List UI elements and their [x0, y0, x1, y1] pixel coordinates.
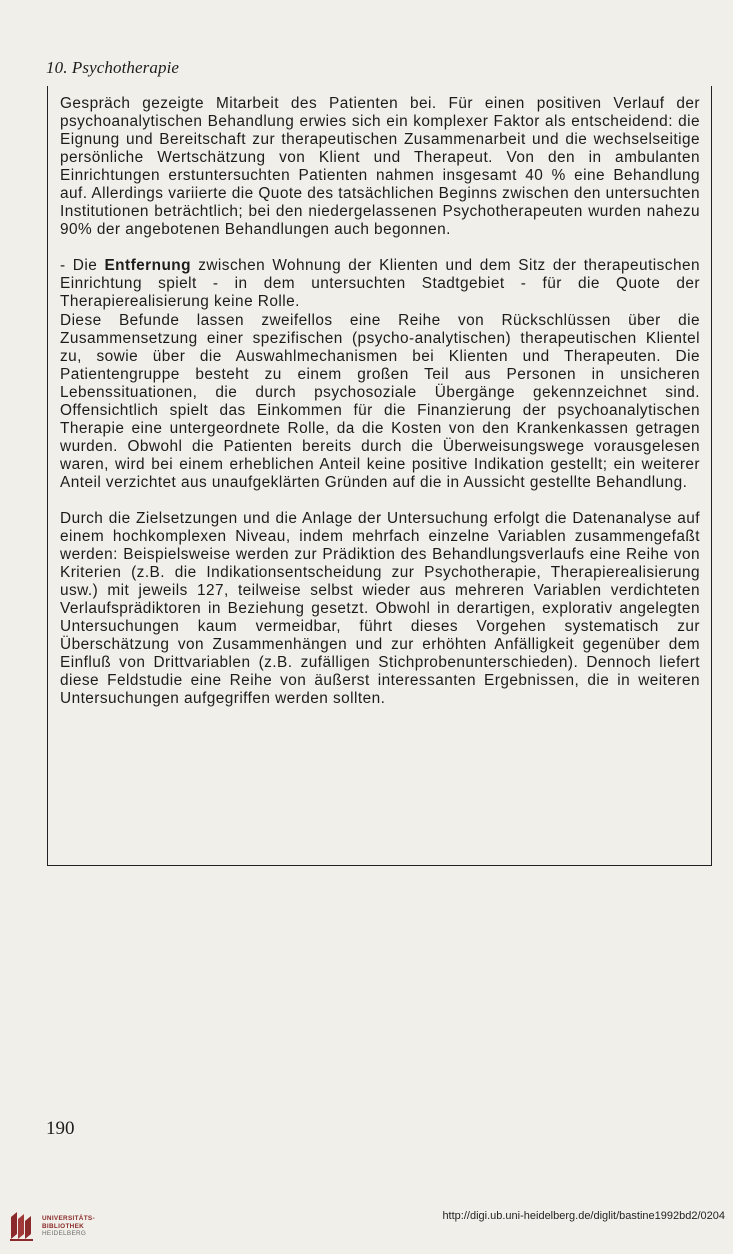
paragraph-distance — [60, 257, 700, 311]
paragraph-data-analysis: Durch die Zielsetzungen und die Anlage der Untersuchung erfolgt die Datenanalyse auf einem hochkomplexen Niveau, indem mehrfach einzelne Variablen zusammengefaßt werden: Beispielsweise werden zur Prädiktion des Behandlungsverlaufs eine Reihe von Kriterien (z.B. die Indikationsentscheidung zur Psychotherapie, Therapierealisierung usw.) mit jeweils 127, teilweise selbst wieder aus mehreren Variablen verdichteten Verlaufsprädiktoren in Beziehung gesetzt. Obwohl in derartigen, explorativ angelegten Untersuchungen kaum vermeidbar, führt dieses Vorgehen systematisch zur Überschätzung von Zusammenhängen und zur erhöhten Anfälligkeit gegenüber dem Einfluß von Drittvariablen (z.B. zufälligen Stichprobenunterschieden). Dennoch liefert diese Feldstudie eine Reihe von äußerst interessanten Ergebnissen, die in weiteren Untersuchungen aufgegriffen werden sollten. — [60, 509, 700, 708]
digitization-footer — [0, 1200, 733, 1254]
paragraph-continuation: Gespräch gezeigte Mitarbeit des Patienten bei. Für einen positiven Verlauf der psychoanalytischen Behandlung erwies sich ein komplexer Faktor als entscheidend: die Eignung und Bereitschaft zur therapeutischen Zusammenarbeit und die wechselseitige persönliche Wertschätzung von Klient und Therapeut. Von den in ambulanten Einrichtungen erstuntersuchten Patienten nahmen insgesamt 40 % eine Behandlung auf. Allerdings variierte die Quote des tatsächlichen Beginns zwischen den untersuchten Institutionen beträchtlich; bei den niedergelassenen Psychotherapeuten wurden nahezu 90% der angebotenen Behandlungen auch begonnen. — [60, 95, 700, 239]
boxed-section-text — [60, 95, 700, 709]
library-name-line1: UNIVERSITÄTS- — [42, 1215, 95, 1222]
paragraph-findings: Diese Befunde lassen zweifellos eine Reihe von Rückschlüssen über die Zusammensetzung einer spezifischen (psycho-analytischen) therapeutischen Klientel zu, sowie über die Auswahlmechanismen bei Klienten und Therapeuten. Die Patientengruppe besteht zu einem großen Teil aus Personen in unsicheren Lebenssituationen, die durch psychosoziale Übergänge gekennzeichnet sind. Offensichtlich spielt das Einkommen für die Finanzierung der psychoanalytischen Therapie eine untergeordnete Rolle, da die Kosten von den Krankenkassen getragen wurden. Obwohl die Patienten bereits durch die Überweisungswege vorausgelesen waren, wird bei einem erheblichen Anteil keine positive Indikation gestellt; ein weiterer Anteil verzichtet aus unaufgeklärten Gründen auf die in Aussicht gestellte Behandlung. — [60, 311, 700, 491]
distance-rest: zwischen Wohnung der Klienten und dem Sitz der therapeutischen Einrichtung spielt - in dem untersuchten Stadtgebiet - für die Quote der Therapierealisierung keine Rolle. — [60, 257, 700, 311]
library-logo-icon — [8, 1209, 36, 1243]
distance-keyword: Entfernung — [104, 257, 192, 275]
source-url-link[interactable]: http://digi.ub.uni-heidelberg.de/diglit/bastine1992bd2/0204 — [442, 1210, 725, 1222]
library-name — [42, 1215, 95, 1238]
distance-prefix: - Die — [60, 257, 105, 275]
running-head: 10. Psychotherapie — [46, 58, 180, 77]
library-name-line3: HEIDELBERG — [42, 1230, 87, 1238]
library-name-line2: BIBLIOTHEK — [42, 1222, 85, 1230]
page-number: 190 — [46, 1118, 75, 1139]
